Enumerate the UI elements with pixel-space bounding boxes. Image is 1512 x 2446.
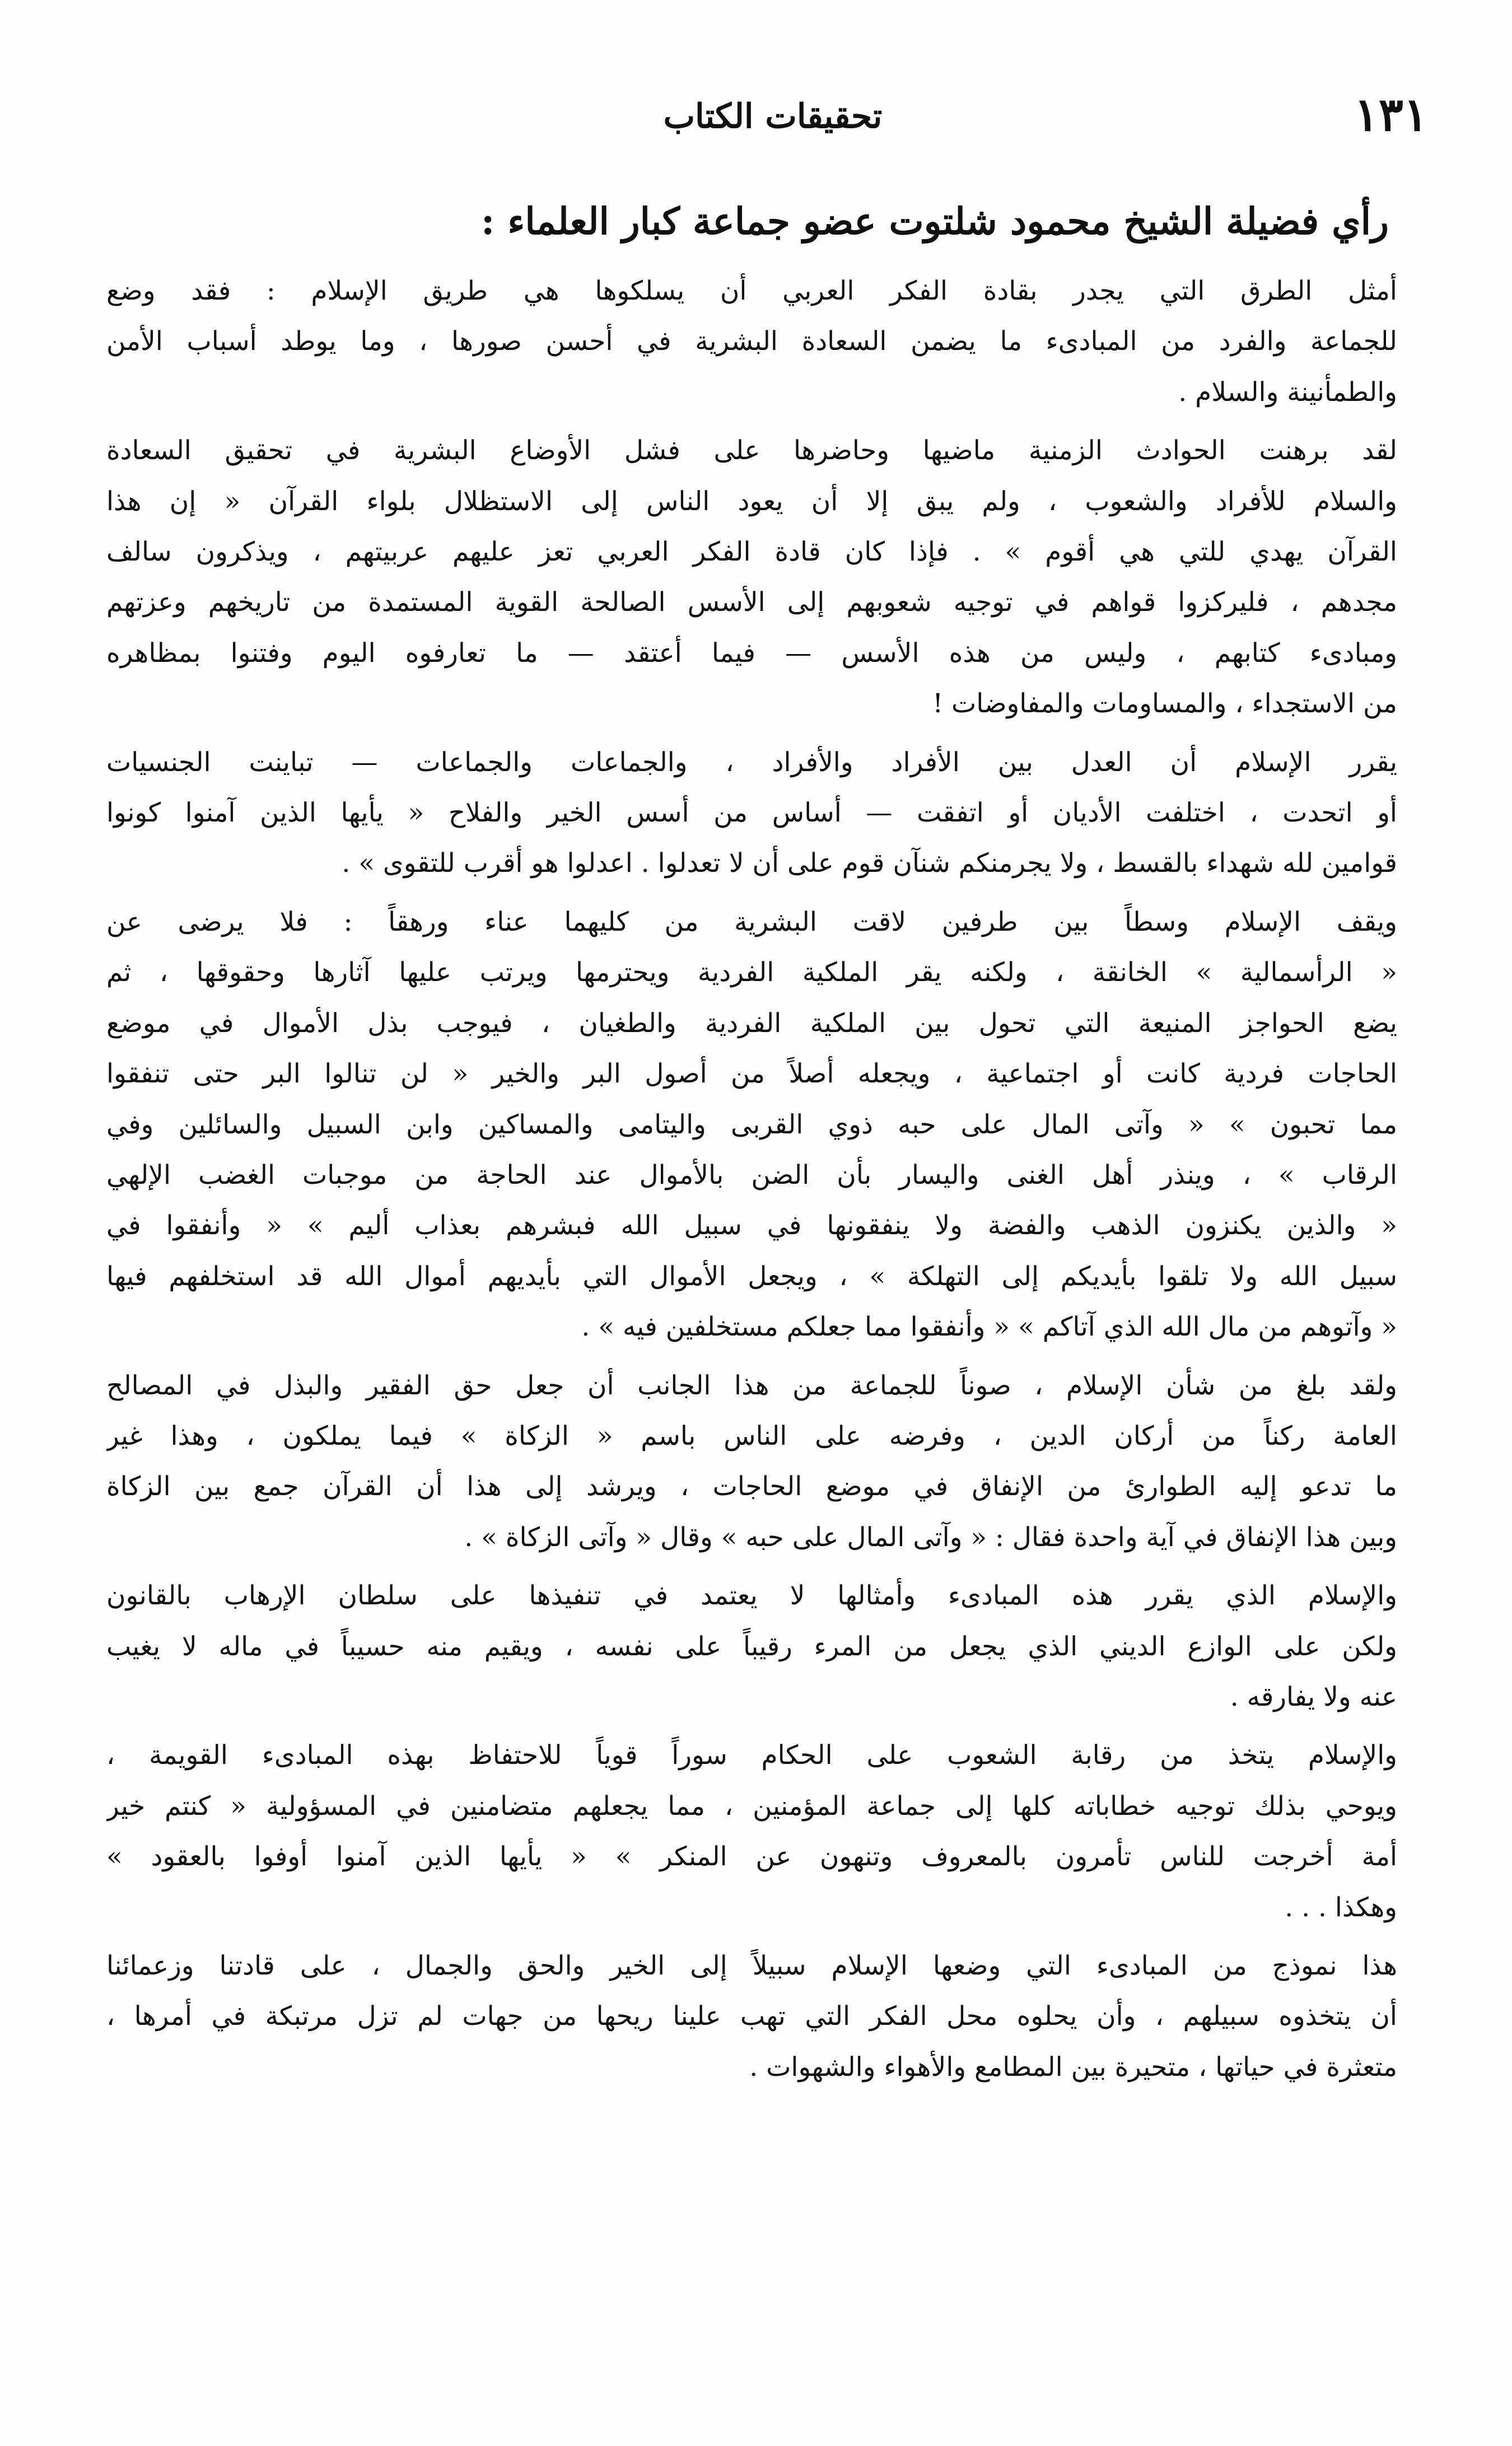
text-line: « الرأسمالية » الخانقة ، ولكنه يقر الملكية الفردية ويحترمها ويرتب عليها آثارها وحقوقها ، ثم xyxy=(106,957,1397,988)
paragraph xyxy=(106,897,1397,1353)
text-line: الرقاب » ، وينذر أهل الغنى واليسار بأن الضن بالأموال عند الحاجة من موجبات الغضب الإلهي xyxy=(106,1159,1397,1191)
text-line: وبين هذا الإنفاق في آية واحدة فقال : « وآتى المال على حبه » وقال « وآتى الزكاة » . xyxy=(464,1521,1397,1553)
text-line: ويوحي بذلك توجيه خطاباته كلها إلى جماعة المؤمنين ، مما يجعلهم متضامنين في المسؤولية « كنتم خير xyxy=(106,1790,1397,1822)
text-line: « والذين يكنزون الذهب والفضة ولا ينفقونها في سبيل الله فبشرهم بعذاب أليم » « وأنفقوا في xyxy=(106,1210,1397,1241)
text-line: مجدهم ، فليركزوا قواهم في توجيه شعوبهم إلى الأسس الصالحة القوية المستمدة من تاريخهم وعزتهم xyxy=(106,587,1397,618)
running-title: تحقيقات الكتاب xyxy=(663,97,883,136)
text-line: عنه ولا يفارقه . xyxy=(1230,1681,1397,1712)
text-line: ومبادىء كتابهم ، وليس من هذه الأسس — فيما أعتقد — ما تعارفوه اليوم وفتنوا بمظاهره xyxy=(106,637,1397,669)
paragraph xyxy=(106,1361,1397,1563)
paragraph xyxy=(106,1941,1397,2093)
text-line: هذا نموذج من المبادىء التي وضعها الإسلام سبيلاً إلى الخير والحق والجمال ، على قادتنا وزعمائنا xyxy=(106,1950,1397,1981)
text-line: سبيل الله ولا تلقوا بأيديكم إلى التهلكة » ، ويجعل الأموال التي بأيديهم أموال الله قد استخلفهم فيها xyxy=(106,1261,1397,1292)
paragraph xyxy=(106,1571,1397,1723)
text-line: والسلام للأفراد والشعوب ، ولم يبق إلا أن يعود الناس إلى الاستظلال بلواء القرآن « إن هذا xyxy=(106,486,1397,517)
paragraph xyxy=(106,426,1397,729)
text-line: أمة أخرجت للناس تأمرون بالمعروف وتنهون عن المنكر » « يأيها الذين آمنوا أوفوا بالعقود » xyxy=(106,1841,1397,1873)
text-line: ما تدعو إليه الطوارئ من الإنفاق في موضع الحاجات ، ويرشد إلى هذا أن القرآن جمع بين الزكاة xyxy=(106,1471,1397,1502)
text-line: ولقد بلغ من شأن الإسلام ، صوناً للجماعة من هذا الجانب أن جعل حق الفقير والبذل في المصالح xyxy=(106,1370,1397,1401)
text-line: وهكذا . . . xyxy=(1285,1892,1397,1923)
text-line: والإسلام يتخذ من رقابة الشعوب على الحكام سوراً قوياً للاحتفاظ بهذه المبادىء القويمة ، xyxy=(106,1740,1397,1771)
text-line: ولكن على الوازع الديني الذي يجعل من المرء رقيباً على نفسه ، ويقيم منه حسيباً في ماله لا يغيب xyxy=(106,1631,1397,1662)
text-line: يضع الحواجز المنيعة التي تحول بين الملكية الفردية والطغيان ، فيوجب بذل الأموال في موضع xyxy=(106,1007,1397,1039)
body-text xyxy=(106,266,1397,2100)
text-line: يقرر الإسلام أن العدل بين الأفراد والأفراد ، والجماعات والجماعات — تباينت الجنسيات xyxy=(106,746,1397,778)
paragraph xyxy=(106,737,1397,889)
text-line: والطمأنينة والسلام . xyxy=(1178,376,1397,408)
paragraph xyxy=(106,266,1397,418)
section-heading: رأي فضيلة الشيخ محمود شلتوت عضو جماعة كبار العلماء : xyxy=(481,199,1389,243)
text-line: والإسلام الذي يقرر هذه المبادىء وأمثالها لا يعتمد في تنفيذها على سلطان الإرهاب بالقانون xyxy=(106,1580,1397,1612)
text-line: أو اتحدت ، اختلفت الأديان أو اتفقت — أساس من أسس الخير والفلاح « يأيها الذين آمنوا كونوا xyxy=(106,797,1397,829)
text-line: متعثرة في حياتها ، متحيرة بين المطامع والأهواء والشهوات . xyxy=(749,2051,1397,2083)
text-line: العامة ركناً من أركان الدين ، وفرضه على الناس باسم « الزكاة » فيما يملكون ، وهذا غير xyxy=(106,1420,1397,1451)
text-line: لقد برهنت الحوادث الزمنية ماضيها وحاضرها على فشل الأوضاع البشرية في تحقيق السعادة xyxy=(106,435,1397,466)
text-line: « وآتوهم من مال الله الذي آتاكم » « وأنفقوا مما جعلكم مستخلفين فيه » . xyxy=(581,1311,1397,1343)
text-line: الحاجات فردية كانت أو اجتماعية ، ويجعله أصلاً من أصول البر والخير « لن تنالوا البر حتى تنفقوا xyxy=(106,1058,1397,1090)
text-line: للجماعة والفرد من المبادىء ما يضمن السعادة البشرية في أحسن صورها ، وما يوطد أسباب الأمن xyxy=(106,326,1397,357)
text-line: مما تحبون » « وآتى المال على حبه ذوي القربى واليتامى والمساكين وابن السبيل والسائلين وفي xyxy=(106,1109,1397,1140)
text-line: أن يتخذوه سبيلهم ، وأن يحلوه محل الفكر التي تهب علينا ريحها من جهات لم تزل مرتبكة في أمرها ، xyxy=(106,2001,1397,2032)
text-line: ويقف الإسلام وسطاً بين طرفين لاقت البشرية من كليهما عناء ورهقاً : فلا يرضى عن xyxy=(106,906,1397,937)
text-line: قوامين لله شهداء بالقسط ، ولا يجرمنكم شنآن قوم على أن لا تعدلوا . اعدلوا هو أقرب للتقوى » . xyxy=(342,848,1397,879)
text-line: القرآن يهدي للتي هي أقوم » . فإذا كان قادة الفكر العربي تعز عليهم عربيتهم ، ويذكرون سالف xyxy=(106,536,1397,568)
paragraph xyxy=(106,1730,1397,1933)
text-line: من الاستجداء ، والمساومات والمفاوضات ! xyxy=(932,688,1397,720)
page-number: ١٣١ xyxy=(1354,88,1428,142)
text-line: أمثل الطرق التي يجدر بقادة الفكر العربي أن يسلكوها هي طريق الإسلام : فقد وضع xyxy=(106,276,1397,306)
page-header xyxy=(118,84,1428,151)
